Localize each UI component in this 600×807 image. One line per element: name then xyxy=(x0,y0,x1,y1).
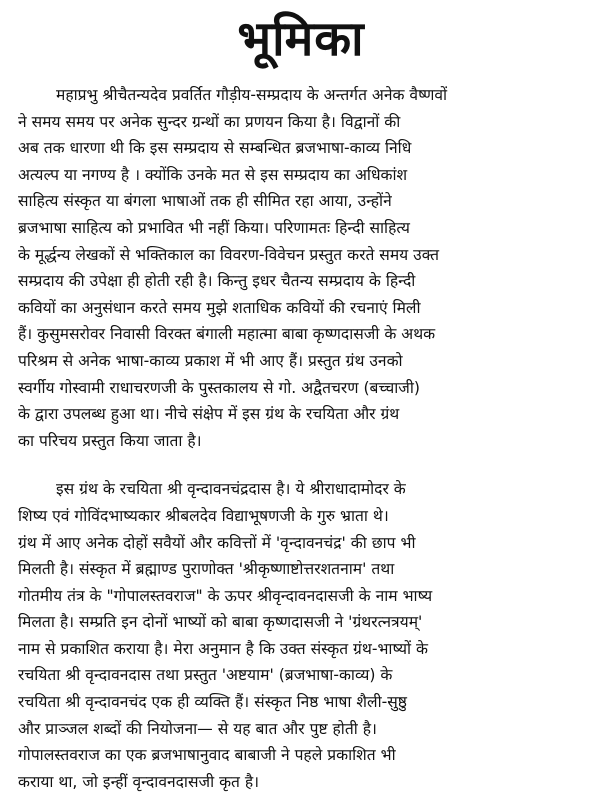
text-line: स्वर्गीय गोस्वामी राधाचरणजी के पुस्तकालय से गो. अद्वैतचरण (बच्चाजी) xyxy=(18,378,420,397)
text-line: अत्यल्प या नगण्य है । क्योंकि उनके मत से इस सम्प्रदाय का अधिकांश xyxy=(18,165,408,184)
text-line: अब तक धारणा थी कि इस सम्प्रदाय से सम्बन्धित ब्रजभाषा-काव्य निधि xyxy=(18,139,412,158)
text-line: परिश्रम से अनेक भाषा-काव्य प्रकाश में भी आए हैं। प्रस्तुत ग्रंथ उनको xyxy=(18,351,403,370)
text-line: गोपालस्तवराज का एक ब्रजभाषानुवाद बाबाजी ने पहले प्रकाशित भी xyxy=(18,746,396,765)
text-line: मिलती है। संस्कृत में ब्रह्माण्ड पुराणोक्त 'श्रीकृष्णाष्टोत्तरशतनाम' तथा xyxy=(18,560,395,579)
text-line: और प्राञ्जल शब्दों की नियोजना— से यह बात और पुष्ट होती है। xyxy=(18,719,377,738)
text-line: साहित्य संस्कृत या बंगला भाषाओं तक ही सीमित रहा आया, उन्होंने xyxy=(18,192,392,211)
text-line: हैं। कुसुमसरोवर निवासी विरक्त बंगाली महात्मा बाबा कृष्णदासजी के अथक xyxy=(18,325,436,344)
text-line: रचयिता श्री वृन्दावनदास तथा प्रस्तुत 'अष्टयाम' (ब्रजभाषा-काव्य) के xyxy=(18,666,393,685)
text-line: ग्रंथ में आए अनेक दोहों सवैयों और कवित्तों में 'वृन्दावनचंद्र' की छाप भी xyxy=(18,533,416,552)
text-line: रचयिता श्री वृन्दावनचंद एक ही व्यक्ति हैं। संस्कृत निष्ठ भाषा शैली-सुष्ठु xyxy=(18,693,407,712)
text-line: महाप्रभु श्रीचैतन्यदेव प्रवर्तित गौड़ीय-सम्प्रदाय के अन्तर्गत अनेक वैष्णवों xyxy=(56,86,448,104)
paragraph-2 xyxy=(18,476,584,795)
text-line: शिष्य एवं गोविंदभाष्यकार श्रीबलदेव विद्याभूषणजी के गुरु भ्राता थे। xyxy=(18,506,389,525)
text-line: के मूर्द्धन्य लेखकों से भक्तिकाल का विवरण-विवेचन प्रस्तुत करते समय उक्त xyxy=(18,245,439,264)
text-line: गोतमीय तंत्र के "गोपालस्तवराज" के ऊपर श्रीवृन्दावनदासजी के नाम भाष्य xyxy=(18,586,433,605)
text-line: कराया था, जो इन्हीं वृन्दावनदासजी कृत है। xyxy=(18,772,260,791)
text-line: मिलता है। सम्प्रति इन दोनों भाष्यों को बाबा कृष्णदासजी ने 'ग्रंथरत्नत्रयम्' xyxy=(18,613,423,632)
text-line: ब्रजभाषा साहित्य को प्रभावित भी नहीं किया। परिणामतः हिन्दी साहित्य xyxy=(18,218,410,237)
text-line: ने समय समय पर अनेक सुन्दर ग्रन्थों का प्रणयन किया है। विद्वानों की xyxy=(18,112,401,131)
paragraph-1 xyxy=(18,82,584,454)
text-line: कवियों का अनुसंधान करते समय मुझे शताधिक कवियों की रचनाएं मिली xyxy=(18,298,421,317)
text-line: सम्प्रदाय की उपेक्षा ही होती रही है। किन्तु इधर चैतन्य सम्प्रदाय के हिन्दी xyxy=(18,272,416,291)
text-line: का परिचय प्रस्तुत किया जाता है। xyxy=(18,431,202,450)
text-line: के द्वारा उपलब्ध हुआ था। नीचे संक्षेप में इस ग्रंथ के रचयिता और ग्रंथ xyxy=(18,405,400,424)
text-line: इस ग्रंथ के रचयिता श्री वृन्दावनचंद्रदास है। ये श्रीराधादामोदर के xyxy=(56,480,406,499)
page-title: भूमिका xyxy=(237,11,365,67)
text-line: नाम से प्रकाशित कराया है। मेरा अनुमान है कि उक्त संस्कृत ग्रंथ-भाष्यों के xyxy=(18,639,428,658)
